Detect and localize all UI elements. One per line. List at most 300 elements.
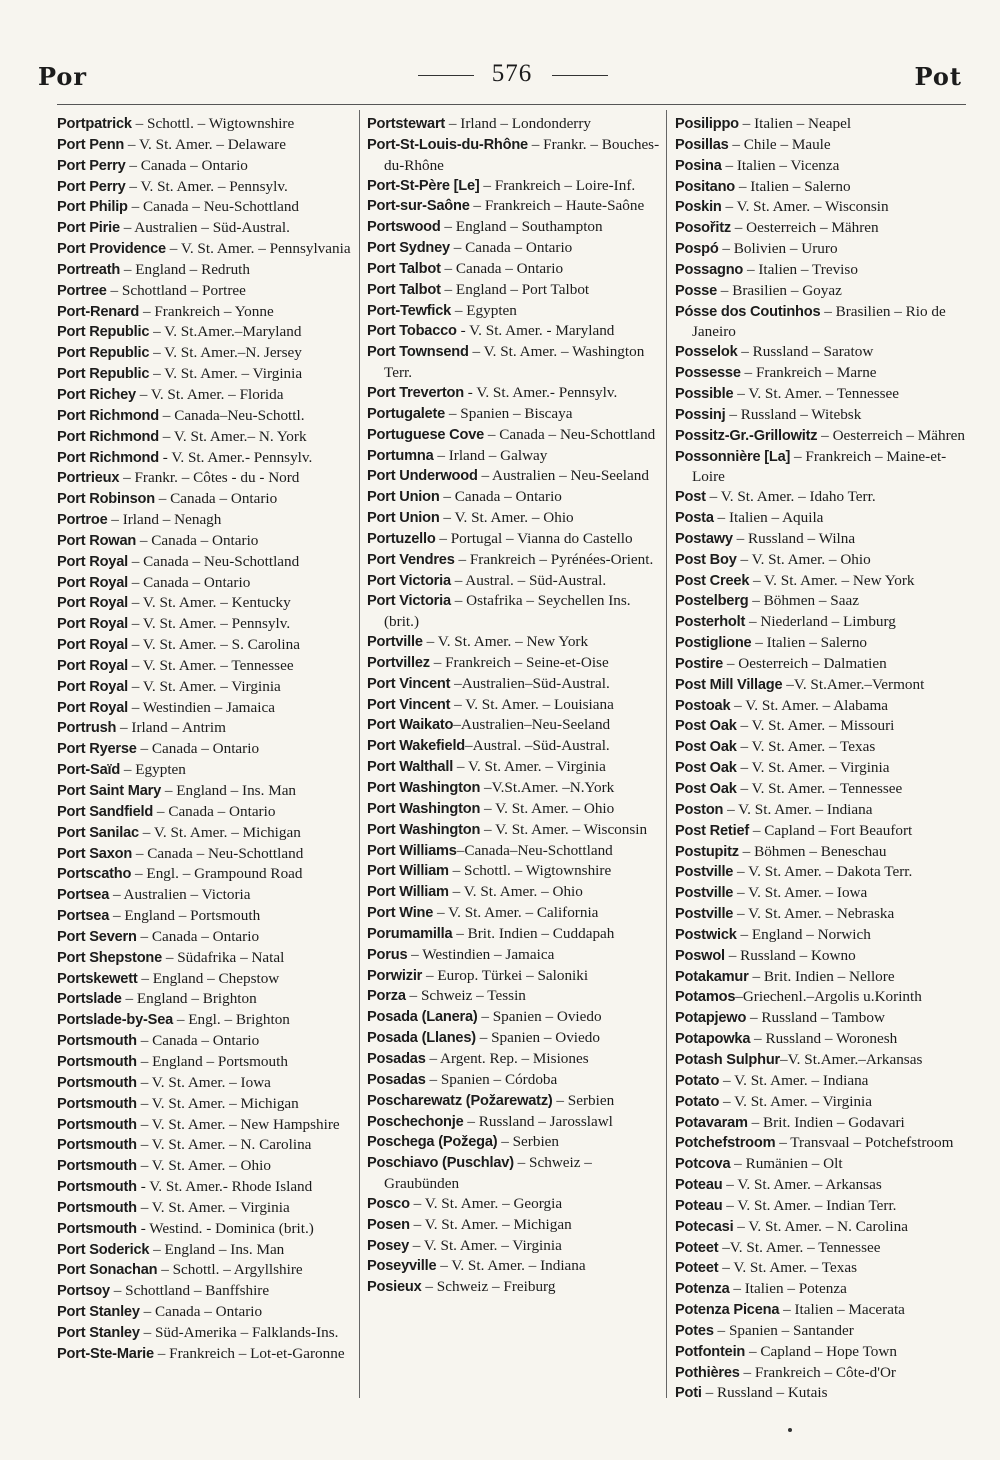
place-name: Port Vincent [367,696,451,713]
place-name: Port Williams [367,842,457,859]
place-location: – Italien – Salerno [735,177,851,195]
gazetteer-entry [57,760,353,781]
place-location: – Russland – Kowno [724,946,856,964]
place-location: –V. St.Amer.–Arkansas [780,1050,923,1068]
gazetteer-entry [675,675,971,696]
place-location: – Spanien – Córdoba [425,1070,558,1088]
place-name: Positano [675,178,736,195]
place-name: Potapowka [675,1031,751,1048]
gazetteer-entry [367,695,663,716]
place-location: – Serbien [552,1091,615,1109]
place-name: Potfontein [675,1343,746,1360]
place-location: – V. St. Amer. – Georgia [409,1194,563,1212]
gazetteer-entry [367,1028,663,1049]
place-name: Port Wakefield [367,738,466,755]
header-rule-left [418,75,474,76]
place-location: – Italien – Treviso [743,260,858,278]
place-location: – V. St. Amer. – Kentucky [127,594,291,612]
gazetteer-entry [675,1175,971,1196]
place-name: Portstewart [367,116,446,132]
gazetteer-entry [57,427,353,448]
place-name: Port Royal [57,678,128,695]
place-name: Port Republic [57,324,150,341]
place-location: – Canada – Ontario [154,490,278,508]
column-divider [359,110,360,1398]
print-speck [788,1428,792,1432]
place-name: Port Perry [57,157,126,174]
gazetteer-entry [675,384,971,405]
place-location: – Brit. Indien – Cuddapah [452,924,615,942]
gazetteer-entry [57,552,353,573]
gazetteer-entry [57,844,353,865]
place-name: Port Saint Mary [57,783,162,799]
gazetteer-entry [675,487,971,508]
place-location: – England – Redruth [120,260,250,278]
gazetteer-entry [57,364,353,385]
place-location: – Oesterreich – Dalmatien [723,654,887,672]
place-name: Portsea [57,887,110,904]
place-name: Portsmouth [57,1220,137,1237]
gazetteer-entry [675,571,971,592]
place-location: – England – Norwich [736,925,871,943]
place-name: Potenza [675,1281,730,1298]
place-name: Portuguese Cove [367,426,485,443]
place-location: – Italien – Macerata [779,1301,905,1319]
place-location: – Frankr. – Bouches-du-Rhône [384,135,660,174]
gazetteer-entry [675,114,971,135]
gazetteer-entry [367,674,663,695]
gazetteer-entry [57,281,353,302]
place-location: – V. St.Amer.–Maryland [149,323,302,341]
place-location: – Canada – Ontario [136,1032,260,1050]
gazetteer-entry [675,508,971,529]
gazetteer-entry [675,197,971,218]
place-location: – Europ. Türkei – Saloniki [422,966,589,984]
gazetteer-entry [57,1135,353,1156]
place-location: – V. St. Amer. – Washington Terr. [384,343,645,382]
gazetteer-entry [675,821,971,842]
place-name: Portrieux [57,470,120,487]
place-location: – Frankreich – Yonne [139,302,274,320]
gazetteer-entry [57,989,353,1010]
place-name: Postire [675,655,724,672]
gazetteer-entry [367,924,663,945]
place-name: Porus [367,946,408,963]
gazetteer-entry [57,489,353,510]
place-name: Poteet [675,1239,719,1256]
place-name: Posta [675,510,714,527]
gazetteer-entry [367,757,663,778]
place-name: Posieux [367,1279,422,1296]
gazetteer-entry [57,531,353,552]
gazetteer-entry [57,385,353,406]
place-location: –V. St. Amer. – Tennessee [718,1238,881,1256]
gazetteer-entry [367,1112,663,1133]
place-name: Potchefstroom [675,1135,776,1152]
running-head-left: Por [38,62,88,91]
place-location: – Australien – Neu-Seeland [477,467,649,485]
place-location: – Frankreich – Loire-Inf. [479,176,636,194]
gazetteer-entry [367,1215,663,1236]
gazetteer-entry [57,614,353,635]
gazetteer-entry [367,820,663,841]
place-name: Possesse [675,365,741,382]
place-name: Portsmouth [57,1137,137,1154]
gazetteer-column-2 [367,114,663,1298]
place-location: – V. St. Amer. – New York [749,571,915,589]
place-name: Port Royal [57,574,128,591]
gazetteer-entry [57,718,353,739]
place-location: – Portugal – Vianna do Castello [435,529,633,547]
place-name: Port Royal [57,595,128,612]
gazetteer-entry [367,882,663,903]
place-name: Postwick [675,926,737,943]
place-name: Posey [367,1237,409,1254]
place-location: – Brasilien – Goyaz [717,281,842,299]
place-name: Post Oak [675,760,737,777]
place-name: Port Richmond [57,428,159,445]
place-name: Portrush [57,720,117,737]
gazetteer-entry [57,864,353,885]
gazetteer-entry [675,1133,971,1154]
place-location: – Canada – Ontario [136,740,260,758]
place-name: Port Rowan [57,532,137,549]
gazetteer-entry [57,1281,353,1302]
gazetteer-entry [57,635,353,656]
place-location: – V. St. Amer. – Delaware [124,135,286,153]
place-location: – Schweiz – Tessin [405,987,526,1005]
place-location: – V. St. Amer. – Iowa [733,884,868,902]
place-location: – Frankreich – Haute-Saône [469,197,645,215]
gazetteer-entry [675,1008,971,1029]
place-location: – Irland – Londonderry [445,115,592,132]
place-name: Pospó [675,241,719,258]
place-name: Posco [367,1195,410,1212]
gazetteer-entry [367,135,663,176]
place-name: Poskin [675,199,722,216]
place-name: Port Townsend [367,344,469,361]
place-location: – V. St. Amer. – Virginia [127,677,281,695]
gazetteer-entry [675,1383,971,1404]
place-location: – V. St. Amer. – N. Carolina [136,1136,312,1154]
place-location: – Südafrika – Natal [162,948,285,966]
gazetteer-entry [367,446,663,467]
place-location: - V. St. Amer.- Pennsylv. [463,383,618,401]
gazetteer-entry [367,383,663,404]
gazetteer-entry [367,301,663,322]
gazetteer-entry [675,1196,971,1217]
place-location: – V. St. Amer. – Michigan [136,1094,299,1112]
gazetteer-entry [57,802,353,823]
place-name: Poteau [675,1197,723,1214]
place-name: Port Stanley [57,1304,140,1321]
place-name: Portvillez [367,654,430,671]
place-name: Portsmouth [57,1199,137,1216]
place-location: – Canada – Ontario [136,531,259,549]
gazetteer-entry [675,987,971,1008]
place-location: - V. St. Amer.- Pennsylv. [159,448,313,466]
gazetteer-entry [57,781,353,802]
place-name: Posadas [367,1050,426,1067]
place-location: – England – Chepstow [137,969,280,987]
gazetteer-entry [367,841,663,862]
gazetteer-entry [367,861,663,882]
place-name: Poteet [675,1260,719,1277]
place-name: Port Royal [57,616,128,633]
place-name: Posillas [675,136,729,153]
place-name: Port-sur-Saône [367,198,470,215]
gazetteer-entry [57,343,353,364]
place-location: – Westindien – Jamaica [407,945,555,963]
place-name: Port Richmond [57,449,159,466]
place-location: – V. St. Amer. – Indiana [436,1257,586,1275]
place-location: – V. St. Amer. – Tennessee [127,656,294,674]
place-name: Potes [675,1322,714,1339]
place-name: Potavaram [675,1114,748,1131]
place-location: – England – Ins. Man [161,782,297,799]
gazetteer-entry [57,1177,353,1198]
gazetteer-entry [367,529,663,550]
place-name: Port Talbot [367,281,441,298]
place-name: Poteau [675,1177,723,1194]
place-location: – V. St. Amer. – Dakota Terr. [733,863,913,881]
gazetteer-entry [675,1092,971,1113]
place-location: – Canada – Ontario [440,259,564,277]
gazetteer-entry [675,426,971,447]
gazetteer-entry [367,176,663,197]
gazetteer-entry [675,302,971,343]
place-location: – Oesterreich – Mähren [730,219,879,237]
place-name: Potcova [675,1156,731,1173]
place-name: Postville [675,864,734,881]
place-location: – Capland – Hope Town [745,1342,897,1360]
place-location: – Canada – Ontario [449,239,573,257]
place-location: – Italien – Potenza [729,1280,847,1298]
place-name: Port Royal [57,699,128,716]
place-name: Port Ryerse [57,741,137,758]
place-name: Post Creek [675,572,750,589]
gazetteer-entry [367,238,663,259]
place-name: Port Union [367,510,440,527]
gazetteer-entry [57,948,353,969]
place-name: Possinj [675,406,726,423]
place-name: Portree [57,282,107,299]
place-location: – Frankreich – Maine-et-Loire [692,447,947,486]
gazetteer-entry [675,239,971,260]
place-name: Port Sydney [367,240,450,257]
place-name: Portsmouth [57,1074,137,1091]
gazetteer-entry [57,1031,353,1052]
gazetteer-entry [57,1094,353,1115]
place-location: – England – Port Talbot [440,280,590,298]
place-location: – Canada – Neu-Schottland [484,425,656,443]
gazetteer-entry [675,1154,971,1175]
place-location: – Oesterreich – Mähren [817,426,965,444]
place-name: Portsmouth [57,1158,137,1175]
place-location: – Spanien – Oviedo [475,1029,600,1047]
place-location: – V. St. Amer. – Michigan [409,1215,572,1233]
place-location: – England – Portsmouth [136,1052,288,1070]
place-name: Potamos [675,989,736,1006]
place-location: – Ostafrika – Seychellen Ins. (brit.) [384,592,631,631]
place-location: – V. St. Amer. – Louisiana [450,695,614,713]
place-location: –Austral. –Süd-Austral. [465,737,610,755]
place-location: – Italien – Salerno [751,634,868,652]
gazetteer-entry [675,1258,971,1279]
place-name: Posořitz [675,220,731,237]
gazetteer-entry [675,842,971,863]
place-location: – V. St. Amer. – Virginia [149,365,303,383]
gazetteer-entry [367,1194,663,1215]
place-location: – Schottl. – Wigtownshire [131,115,295,132]
place-location: – Russland – Wilna [732,529,856,547]
gazetteer-entry [57,823,353,844]
running-head-right: Pot [914,62,962,91]
gazetteer-entry [367,653,663,674]
place-location: – V. St. Amer. – Pennsylv. [127,615,291,633]
place-location: – Schweiz – Graubünden [384,1154,592,1193]
gazetteer-entry [675,1342,971,1363]
place-location: – V. St. Amer. – Florida [135,385,284,403]
place-location: – V. St. Amer. – Ohio [448,883,583,901]
place-name: Port Washington [367,780,481,796]
place-location: – Egypten [120,761,186,779]
place-location: - V. St. Amer. - Maryland [456,322,615,340]
place-name: Poschechonje [367,1113,464,1130]
place-name: Pósse dos Coutinhos [675,303,821,320]
place-location: – V. St. Amer. – Ohio [480,799,615,817]
place-location: – V. St. Amer. – Wisconsin [480,820,648,838]
place-name: Port Vincent [367,675,451,692]
place-name: Port William [367,863,449,880]
gazetteer-entry [367,1070,663,1091]
place-name: Port Philip [57,199,128,216]
place-name: Poseyville [367,1258,437,1275]
place-name: Possible [675,385,734,402]
place-location: - V. St. Amer.- Rhode Island [136,1178,313,1196]
place-location: – V. St. Amer. – Virginia [136,1198,290,1216]
place-name: Port Providence [57,241,166,258]
place-name: Port Severn [57,928,137,945]
place-name: Portscatho [57,866,132,883]
place-location: – England – Southampton [440,218,603,236]
place-location: – V. St. Amer. – Wisconsin [721,198,889,216]
place-name: Posse [675,282,717,299]
place-name: Port Walthall [367,759,454,776]
gazetteer-entry [675,925,971,946]
gazetteer-entry [367,1132,663,1153]
place-name: Portskewett [57,970,138,987]
place-location: – Canada – Neu-Schottland [127,552,300,570]
gazetteer-entry [57,1115,353,1136]
place-name: Port Richmond [57,407,159,424]
place-location: – V. St. Amer. – Nebraska [733,905,895,923]
gazetteer-entry [675,967,971,988]
place-location: – V. St. Amer. – Ohio [136,1157,271,1175]
gazetteer-entry [675,883,971,904]
place-name: Port Saxon [57,845,133,862]
place-location: – V. St. Amer. – Texas [736,738,876,756]
gazetteer-entry [367,1277,663,1298]
place-name: Portugalete [367,405,446,422]
place-location: – V. St. Amer. – Ohio [439,509,574,527]
place-name: Portroe [57,512,108,529]
gazetteer-entry [367,1049,663,1070]
place-location: – V. St. Amer. – Virginia [736,759,890,777]
place-location: – Schottland – Banffshire [109,1282,270,1300]
place-location: – V. St. Amer.–N. Jersey [149,344,302,362]
gazetteer-entry [675,405,971,426]
place-location: –Canada–Neu-Schottland [456,841,613,859]
place-name: Post Oak [675,718,737,735]
place-location: – Canada–Neu-Schottl. [159,406,305,424]
gazetteer-entry [367,1236,663,1257]
place-name: Port Pirie [57,220,120,237]
gazetteer-entry [675,1029,971,1050]
gazetteer-entry [675,1321,971,1342]
place-location: – Rumänien – Olt [730,1155,843,1173]
place-location: – V. St. Amer. – Virginia [719,1092,873,1110]
gazetteer-entry [367,591,663,632]
gazetteer-entry [675,737,971,758]
place-name: Port Republic [57,366,150,383]
place-name: Portslade [57,991,122,1008]
place-name: Postoak [675,697,731,714]
place-name: Port Victoria [367,593,451,610]
place-location: – Süd-Amerika – Falklands-Ins. [139,1323,339,1341]
place-location: – Böhmen – Saaz [748,592,859,610]
page-header [0,58,1000,98]
place-name: Porumamilla [367,925,453,942]
gazetteer-entry [57,260,353,281]
gazetteer-entry [675,758,971,779]
gazetteer-entry [367,571,663,592]
gazetteer-entry [57,593,353,614]
place-name: Port Royal [57,637,128,654]
place-location: – V. St. Amer. – New Hampshire [136,1115,340,1133]
place-name: Portswood [367,219,441,236]
place-location: – Böhmen – Beneschau [738,842,887,860]
place-name: Port-Saïd [57,762,121,779]
place-name: Postawy [675,530,733,547]
place-name: Poston [675,801,724,818]
place-name: Postiglione [675,635,752,652]
place-location: – V. St. Amer. – Alabama [730,696,889,714]
gazetteer-entry [675,862,971,883]
place-name: Potash Sulphur [675,1051,781,1068]
place-name: Possonnière [La] [675,448,791,465]
place-location: – V. St. Amer. – Pennsylv. [125,177,288,195]
gazetteer-entry [675,612,971,633]
gazetteer-entry [675,800,971,821]
page-number: 576 [491,60,533,87]
gazetteer-entry [367,550,663,571]
gazetteer-entry [367,280,663,301]
gazetteer-entry [367,466,663,487]
place-name: Potato [675,1093,720,1110]
place-name: Posada (Llanes) [367,1030,476,1047]
place-location: – Irland – Galway [433,446,548,464]
place-location: – Irland – Nenagh [107,511,222,529]
gazetteer-entry [367,217,663,238]
gazetteer-entry [57,218,353,239]
gazetteer-entry [675,342,971,363]
gazetteer-entry [675,1363,971,1384]
gazetteer-entry [367,715,663,736]
gazetteer-entry [57,468,353,489]
place-location: – Italien – Vicenza [721,156,840,174]
place-location: – V. St. Amer.– N. York [159,427,307,445]
